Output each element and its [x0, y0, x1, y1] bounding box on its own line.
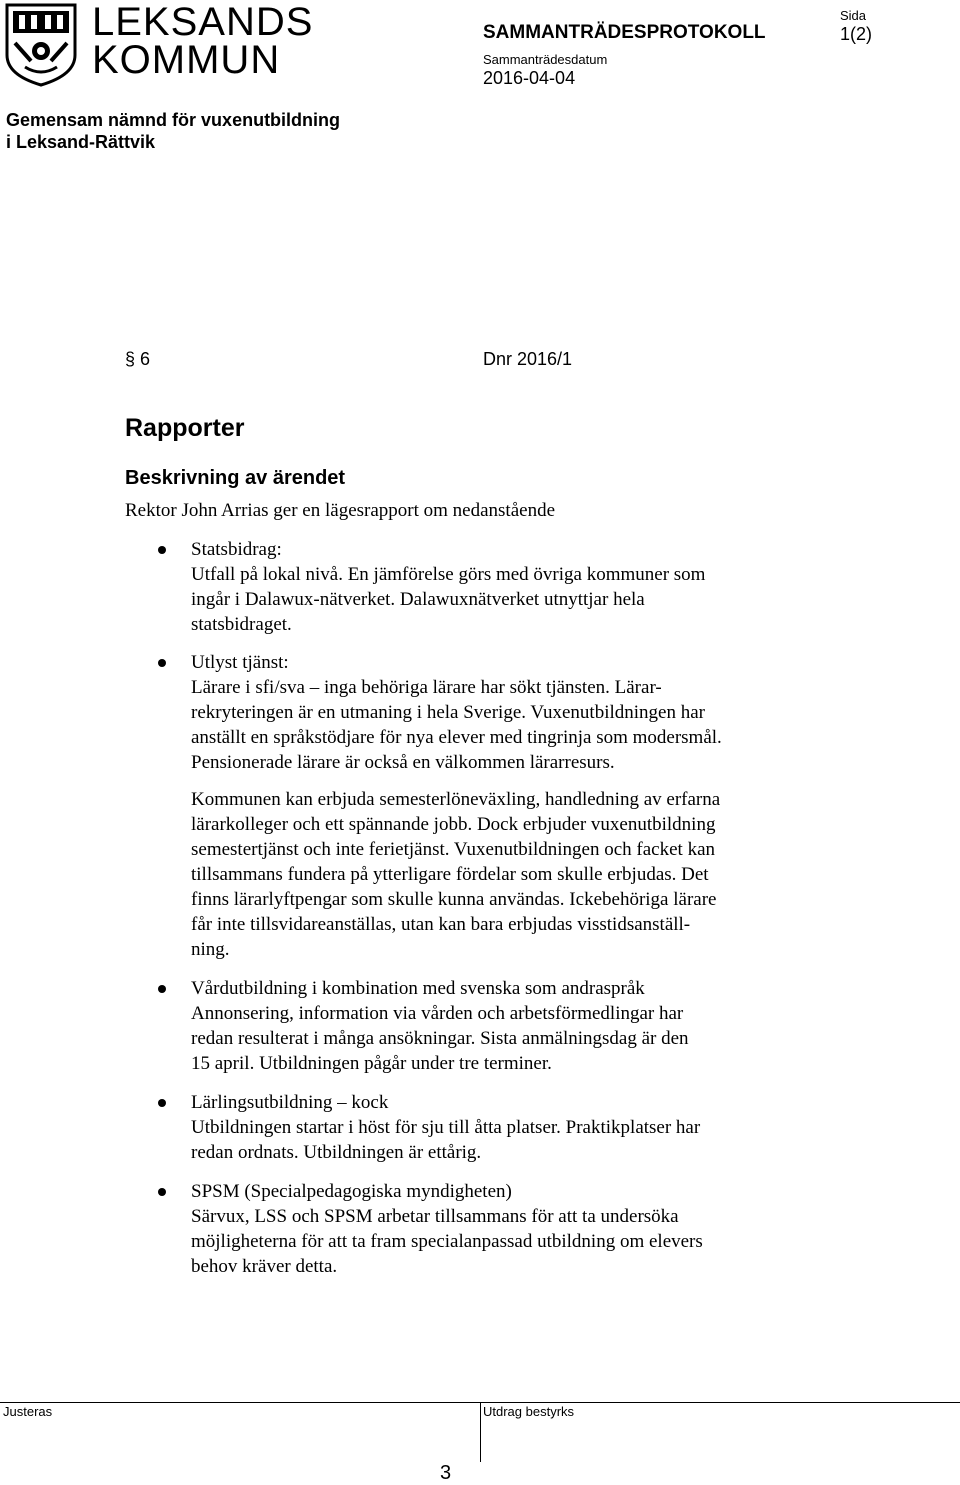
utdrag-bestyrks-label: Utdrag bestyrks — [483, 1404, 575, 1419]
justeras-label: Justeras — [3, 1404, 53, 1419]
bullet-5-line-2: Särvux, LSS och SPSM arbetar tillsammans för att ta undersöka — [191, 1206, 679, 1227]
diary-number: Dnr 2016/1 — [483, 349, 573, 369]
bullet-1-line-1: Statsbidrag: — [191, 539, 282, 560]
meeting-date: 2016-04-04 — [483, 68, 576, 88]
bullet-1-line-2: Utfall på lokal nivå. En jämförelse görs med övriga kommuner som — [191, 564, 706, 585]
logo-text-line2: KOMMUN — [92, 38, 281, 82]
bullet-2-line-3: rekryteringen är en utmaning i hela Sverige. Vuxenutbildningen har — [191, 702, 705, 723]
bullet-2-cont-line-7: ning. — [191, 939, 230, 960]
bullet-3-line-3: redan resulterat i många ansökningar. Sista anmälningsdag är den — [191, 1028, 689, 1049]
bullet-1-line-3: ingår i Dalawux-nätverket. Dalawuxnätverket utnyttjar hela — [191, 589, 645, 610]
bullet-1-line-4: statsbidraget. — [191, 614, 292, 635]
bullet-2-line-4: anställt en språkstödjare för nya elever med tingrinja som modersmål. — [191, 727, 722, 748]
bullet-marker — [158, 985, 166, 993]
bullet-2-cont-line-6: får inte tillsvidareanställas, utan kan bara erbjudas visstidsanställ- — [191, 914, 691, 935]
bullet-2-cont-line-4: tillsammans fundera på ytterligare fördelar som skulle erbjudas. Det — [191, 864, 709, 885]
page-number: 3 — [440, 1462, 452, 1484]
municipal-coat-of-arms-icon — [5, 3, 77, 87]
bullet-4-line-3: redan ordnats. Utbildningen är ettårig. — [191, 1142, 482, 1163]
document-title: SAMMANTRÄDESPROTOKOLL — [483, 22, 766, 43]
bullet-5-line-3: möjligheterna för att ta fram specialanpassad utbildning om elevers — [191, 1231, 703, 1252]
intro-text: Rektor John Arrias ger en lägesrapport om nedanstående — [125, 500, 556, 521]
page-indicator: 1(2) — [840, 24, 873, 44]
bullet-marker — [158, 1188, 166, 1196]
case-description-heading: Beskrivning av ärendet — [125, 467, 346, 489]
bullet-2-line-1: Utlyst tjänst: — [191, 652, 289, 673]
bullet-2-line-2: Lärare i sfi/sva – inga behöriga lärare har sökt tjänsten. Lärar- — [191, 677, 662, 698]
page-label: Sida — [840, 8, 867, 23]
bullet-5-line-4: behov kräver detta. — [191, 1256, 338, 1277]
bullet-2-cont-line-3: semestertjänst och inte ferietjänst. Vuxenutbildningen och facket kan — [191, 839, 716, 860]
bullet-4-line-2: Utbildningen startar i höst för sju till åtta platser. Praktikplatser har — [191, 1117, 701, 1138]
bullet-3-line-2: Annonsering, information via vården och arbetsförmedlingar har — [191, 1003, 684, 1024]
bullet-2-cont-line-2: lärarkolleger och ett spännande jobb. Dock erbjuder vuxenutbildning — [191, 814, 716, 835]
bullet-3-line-4: 15 april. Utbildningen pågår under tre terminer. — [191, 1053, 552, 1074]
meeting-date-label: Sammanträdesdatum — [483, 52, 608, 67]
section-title: Rapporter — [125, 414, 245, 442]
bullet-3-line-1: Vårdutbildning i kombination med svenska som andraspråk — [191, 978, 645, 999]
bullet-marker — [158, 1099, 166, 1107]
paragraph-number: § 6 — [125, 349, 151, 369]
bullet-marker — [158, 546, 166, 554]
bullet-2-cont-line-1: Kommunen kan erbjuda semesterlöneväxling, handledning av erfarna — [191, 789, 721, 810]
bullet-5-line-1: SPSM (Specialpedagogiska myndigheten) — [191, 1181, 512, 1202]
organization-name-line2: i Leksand-Rättvik — [6, 132, 156, 152]
bullet-2-cont-line-5: finns lärarlyftpengar som skulle kunna användas. Ickebehöriga lärare — [191, 889, 717, 910]
footer-column-divider — [480, 1402, 481, 1462]
bullet-2-line-5: Pensionerade lärare är också en välkommen lärarresurs. — [191, 752, 615, 773]
logo-text-line1: LEKSANDS — [92, 0, 314, 44]
organization-name-line1: Gemensam nämnd för vuxenutbildning — [6, 110, 341, 130]
bullet-marker — [158, 659, 166, 667]
bullet-4-line-1: Lärlingsutbildning – kock — [191, 1092, 389, 1113]
